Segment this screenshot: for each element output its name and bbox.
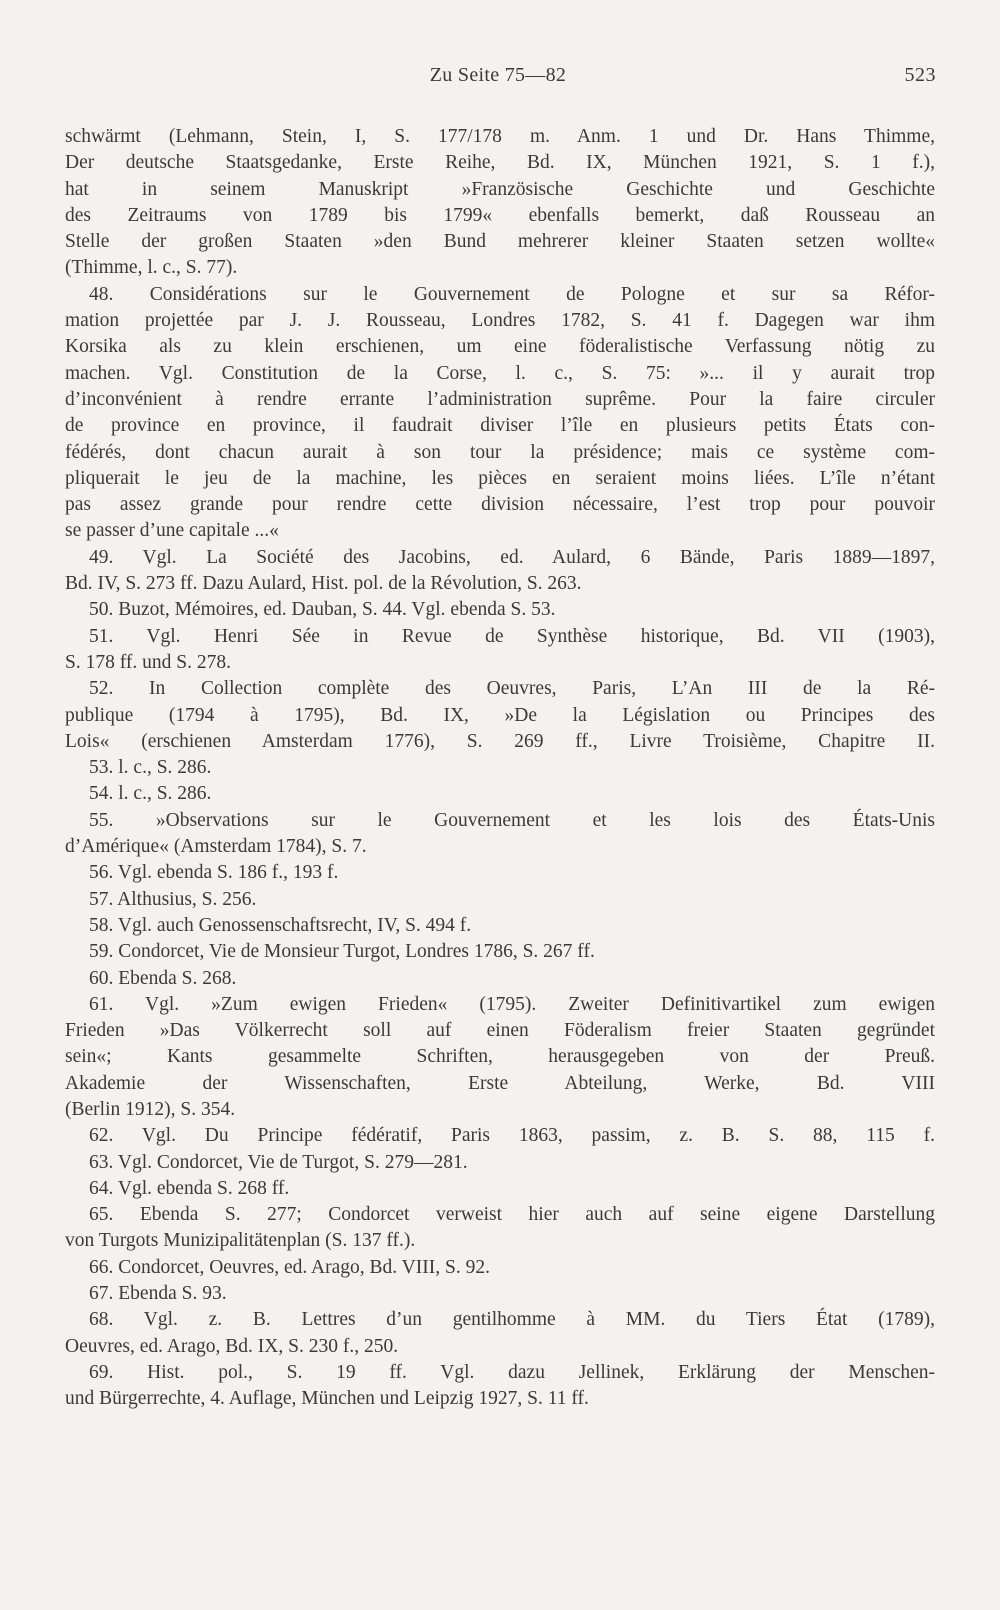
text-line: Akademie der Wissenschaften, Erste Abteilung, Werke, Bd. VIII	[65, 1072, 935, 1094]
text-line: 52. In Collection complète des Oeuvres, Paris, L’An III de la Ré-	[89, 678, 935, 700]
text-line: Stelle der großen Staaten »den Bund mehrerer kleiner Staaten setzen wollte«	[65, 231, 935, 253]
text-line: 49. Vgl. La Société des Jacobins, ed. Aulard, 6 Bände, Paris 1889—1897,	[89, 546, 935, 568]
text-line: Bd. IV, S. 273 ff. Dazu Aulard, Hist. pol. de la Révolution, S. 263.	[65, 573, 582, 595]
text-line: 55. »Observations sur le Gouvernement et les lois des États-Unis	[89, 809, 935, 831]
text-line: schwärmt (Lehmann, Stein, I, S. 177/178 m. Anm. 1 und Dr. Hans Thimme,	[65, 126, 935, 147]
text-line: 60. Ebenda S. 268.	[89, 967, 237, 989]
text-line: 67. Ebenda S. 93.	[89, 1283, 227, 1305]
text-line: pliquerait le jeu de la machine, les pièces en seraient moins liées. L’île n’étant	[65, 467, 935, 489]
text-line: (Thimme, l. c., S. 77).	[65, 257, 238, 279]
running-head: Zu Seite 75—82	[429, 64, 567, 86]
text-line: Korsika als zu klein erschienen, um eine föderalistische Verfassung nötig zu	[65, 336, 935, 358]
text-line: und Bürgerrechte, 4. Auflage, München und Leipzig 1927, S. 11 ff.	[65, 1388, 589, 1410]
text-line: 56. Vgl. ebenda S. 186 f., 193 f.	[89, 862, 339, 884]
text-line: d’Amérique« (Amsterdam 1784), S. 7.	[65, 836, 367, 858]
text-line: Frieden »Das Völkerrecht soll auf einen Föderalism freier Staaten gegründet	[65, 1020, 935, 1042]
text-line: 53. l. c., S. 286.	[89, 757, 212, 779]
text-line: 51. Vgl. Henri Sée in Revue de Synthèse historique, Bd. VII (1903),	[89, 625, 935, 647]
text-line: von Turgots Munizipalitätenplan (S. 137 ff.).	[65, 1230, 416, 1252]
text-line: 61. Vgl. »Zum ewigen Frieden« (1795). Zweiter Definitivartikel zum ewigen	[89, 993, 935, 1015]
text-line: machen. Vgl. Constitution de la Corse, l. c., S. 75: »... il y aurait trop	[65, 362, 935, 384]
text-line: 68. Vgl. z. B. Lettres d’un gentilhomme à MM. du Tiers État (1789),	[89, 1309, 935, 1331]
text-line: des Zeitraums von 1789 bis 1799« ebenfalls bemerkt, daß Rousseau an	[65, 204, 935, 226]
text-line: 66. Condorcet, Oeuvres, ed. Arago, Bd. VIII, S. 92.	[89, 1256, 490, 1278]
text-line: d’inconvénient à rendre errante l’administration suprême. Pour la faire circuler	[65, 388, 935, 410]
text-line: hat in seinem Manuskript »Französische Geschichte und Geschichte	[65, 178, 935, 200]
text-line: Lois« (erschienen Amsterdam 1776), S. 269 ff., Livre Troisième, Chapitre II.	[65, 730, 935, 752]
text-line: 58. Vgl. auch Genossenschaftsrecht, IV, S. 494 f.	[89, 914, 472, 936]
page-header	[60, 64, 936, 94]
text-line: 69. Hist. pol., S. 19 ff. Vgl. dazu Jellinek, Erklärung der Menschen-	[89, 1361, 935, 1383]
text-line: de province en province, il faudrait diviser l’île en plusieurs petits États con-	[65, 415, 935, 437]
text-line: pas assez grande pour rendre cette division nécessaire, l’est trop pour pouvoir	[65, 494, 935, 516]
text-line: (Berlin 1912), S. 354.	[65, 1098, 236, 1120]
text-line: 63. Vgl. Condorcet, Vie de Turgot, S. 279—281.	[89, 1151, 468, 1173]
text-line: sein«; Kants gesammelte Schriften, herausgegeben von der Preuß.	[65, 1046, 935, 1068]
text-line: 54. l. c., S. 286.	[89, 783, 212, 805]
text-line: 62. Vgl. Du Principe fédératif, Paris 1863, passim, z. B. S. 88, 115 f.	[89, 1125, 935, 1147]
text-line: 57. Althusius, S. 256.	[89, 888, 257, 910]
text-line: Oeuvres, ed. Arago, Bd. IX, S. 230 f., 250.	[65, 1335, 399, 1357]
text-line: 65. Ebenda S. 277; Condorcet verweist hier auch auf seine eigene Darstellung	[89, 1204, 935, 1226]
text-line: se passer d’une capitale ...«	[65, 520, 279, 542]
text-line: Der deutsche Staatsgedanke, Erste Reihe, Bd. IX, München 1921, S. 1 f.),	[65, 152, 935, 174]
page-number: 523	[904, 64, 936, 86]
text-line: S. 178 ff. und S. 278.	[65, 651, 231, 673]
text-line: 50. Buzot, Mémoires, ed. Dauban, S. 44. Vgl. ebenda S. 53.	[89, 599, 556, 621]
text-line: fédérés, dont chacun aurait à son tour la présidence; mais ce système com-	[65, 441, 935, 463]
text-line: mation projettée par J. J. Rousseau, Londres 1782, S. 41 f. Dagegen war ihm	[65, 310, 935, 332]
text-line: 59. Condorcet, Vie de Monsieur Turgot, Londres 1786, S. 267 ff.	[89, 941, 595, 963]
text-line: publique (1794 à 1795), Bd. IX, »De la Législation ou Principes des	[65, 704, 935, 726]
text-line: 64. Vgl. ebenda S. 268 ff.	[89, 1177, 290, 1199]
text-line: 48. Considérations sur le Gouvernement de Pologne et sur sa Réfor-	[89, 283, 935, 305]
endnotes-body	[65, 124, 935, 1413]
